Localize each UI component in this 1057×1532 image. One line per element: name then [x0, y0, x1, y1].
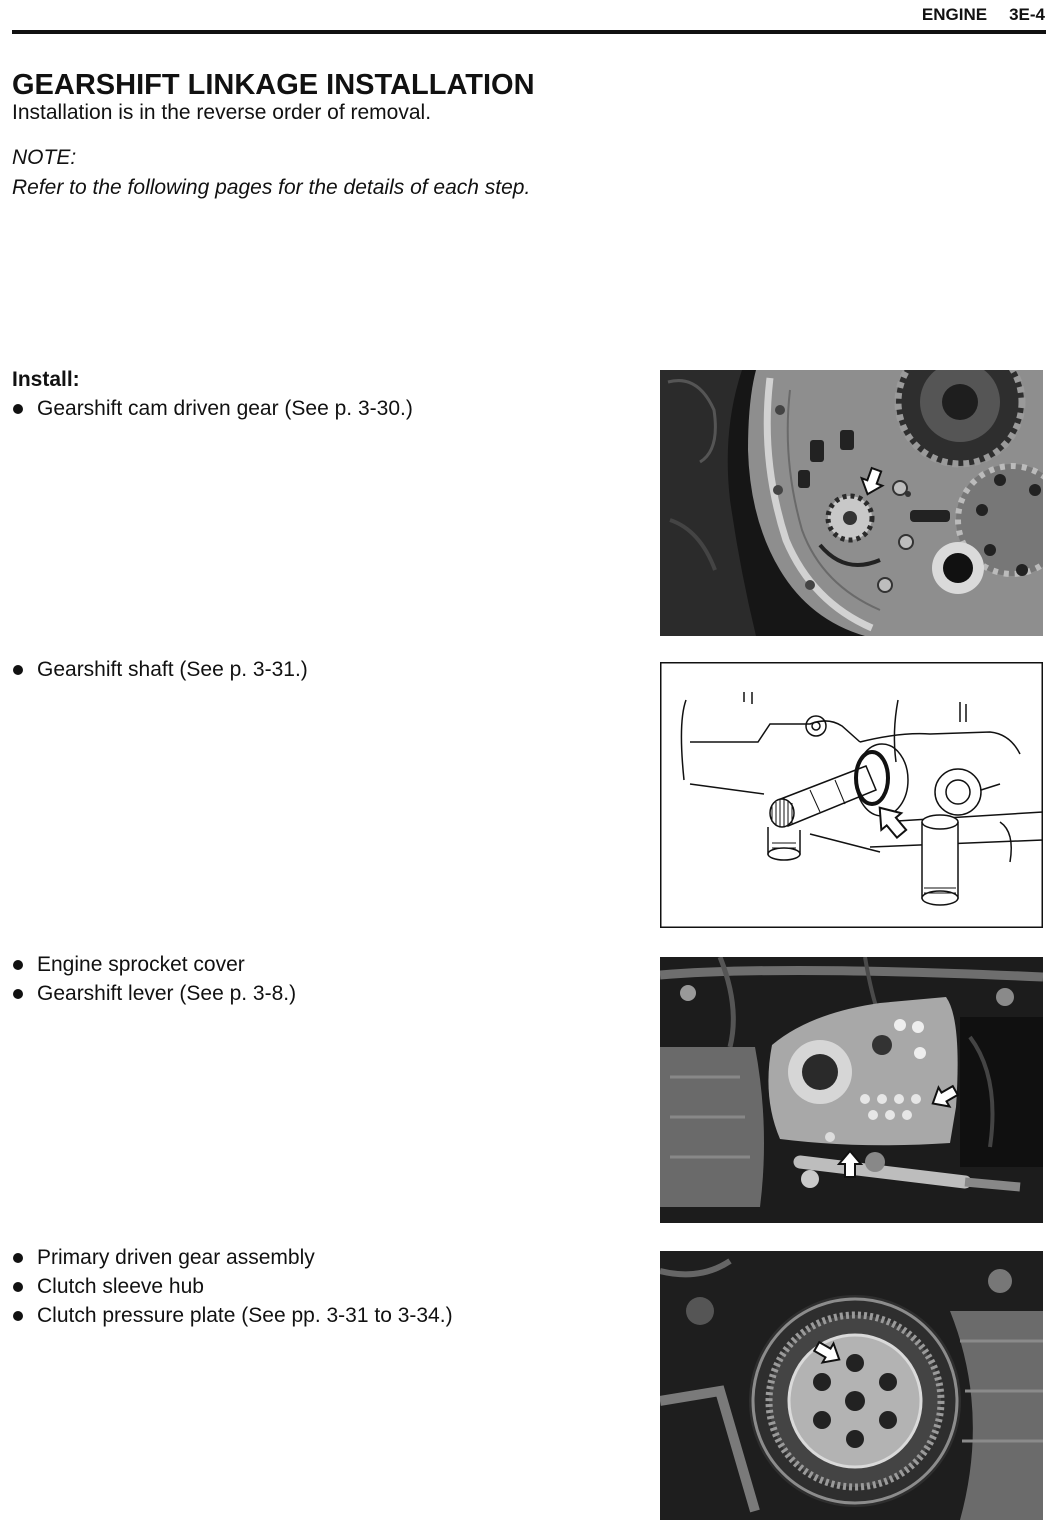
list-item: [12, 659, 308, 688]
list-item: [12, 954, 296, 983]
bullet-dot-icon: [13, 960, 23, 970]
step-text: Gearshift shaft (See p. 3-31.): [37, 658, 308, 681]
right-dark-area: [960, 1017, 1043, 1167]
photo-canvas: [660, 1251, 1043, 1520]
step-group-2: [12, 659, 308, 688]
pressure-plate: [789, 1335, 921, 1467]
drawing-canvas: [660, 662, 1043, 928]
list-item: [12, 1276, 453, 1305]
step-text: Gearshift cam driven gear (See p. 3-30.): [37, 397, 413, 420]
right-post: [922, 815, 958, 905]
list-item: [12, 398, 413, 427]
note-label: NOTE:: [12, 146, 77, 169]
page-number: 3E-4: [1009, 5, 1045, 24]
gearshift-shaft-drawing: [660, 662, 1043, 928]
list-item: [12, 1305, 453, 1334]
step-group-4: [12, 1247, 453, 1334]
bullet-dot-icon: [13, 404, 23, 414]
bullet-dot-icon: [13, 1282, 23, 1292]
step-text: Clutch pressure plate (See pp. 3-31 to 3-34.): [37, 1304, 453, 1327]
bullet-dot-icon: [13, 665, 23, 675]
section-name: ENGINE: [921, 5, 988, 24]
step-text: Engine sprocket cover: [37, 953, 245, 976]
bullet-dot-icon: [13, 1311, 23, 1321]
bearing-hole: [932, 542, 984, 594]
step-text: Clutch sleeve hub: [37, 1275, 204, 1298]
header-rule: [12, 30, 1046, 34]
step-group-3: [12, 954, 296, 1012]
intro-text: Installation is in the reverse order of removal.: [12, 101, 432, 124]
left-engine-case: [660, 1047, 764, 1207]
page-title: GEARSHIFT LINKAGE INSTALLATION: [12, 69, 535, 101]
bullet-dot-icon: [13, 1253, 23, 1263]
left-post: [768, 827, 800, 860]
install-label: Install:: [12, 368, 80, 391]
step-group-1: [12, 398, 413, 427]
list-item: [12, 983, 296, 1012]
list-item: [12, 1247, 453, 1276]
photo-canvas: [660, 370, 1043, 636]
sprocket-cover-photo: [660, 957, 1043, 1223]
bullet-dot-icon: [13, 989, 23, 999]
page-header: [922, 6, 1045, 24]
clutch-assembly-photo: [660, 1251, 1043, 1520]
step-text: Gearshift lever (See p. 3-8.): [37, 982, 297, 1005]
photo-canvas: [660, 957, 1043, 1223]
step-text: Primary driven gear assembly: [37, 1246, 315, 1269]
note-text: Refer to the following pages for the details of each step.: [12, 176, 531, 199]
gearshift-cam-gear-photo: [660, 370, 1043, 636]
